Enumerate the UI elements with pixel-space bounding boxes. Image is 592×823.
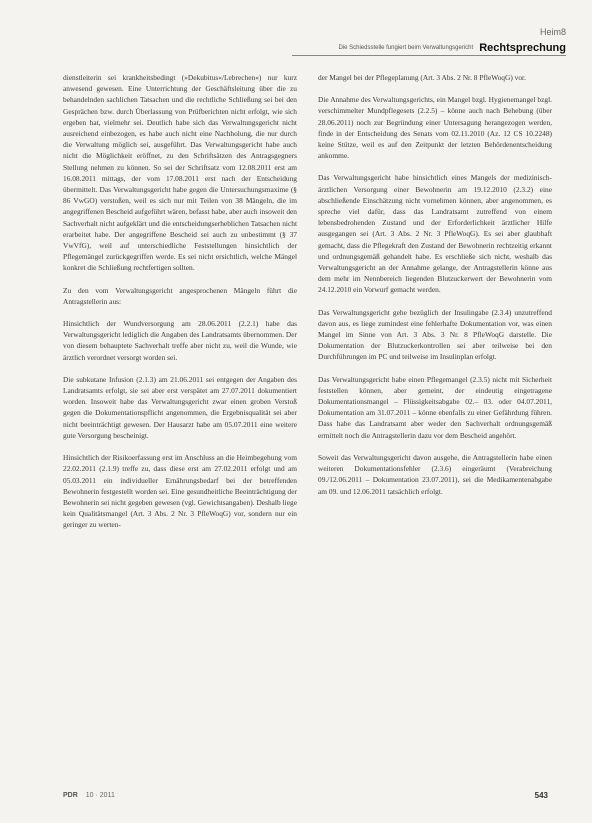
paragraph: Hinsichtlich der Wundversorgung am 28.06.2011 (2.2.1) habe das Verwaltungsgericht lediglich die Angaben des Landratsamts übernommen. Der von diesem behauptete Sachverhalt treffe aber nicht zu, weil die Wunde, wie ärztlich verordnet versorgt worden sei. (63, 319, 297, 362)
paragraph: Hinsichtlich der Risikoerfassung erst im Anschluss an die Heimbegehung vom 22.02.2011 (2.1.9) treffe zu, dass diese erst am 27.02.2011 erfolgt und am 05.03.2011 ein individueller Ernährungsbedarf bei der betreffenden Bewohnerin festgestellt worden sei. Eine gesundheitliche Beeinträchtigung der Bewohnerin sei nicht gegeben gewesen (vgl. Gewichtsangaben). Deshalb liege kein Qualitätsmangel (Art. 3 Abs. 2 Nr. 3 PfleWoqG) vor, sondern nur ein geringer zu werten- (63, 453, 297, 530)
paragraph: Das Verwaltungsgericht gehe bezüglich der Insulingabe (2.3.4) unzutreffend davon aus, es liege zumindest eine fehlerhafte Dokumentation vor, was einen Mangel im Sinne von Art. 3 Abs. 3 Nr. 8 PfleWoqG darstelle. Die Dokumentation der Blutzuckerkontrollen sei aber teilweise bei den Durchführungen im PC und teilweise im Insulinplan erfolgt. (318, 307, 552, 362)
issue-number: 10 · 2011 (85, 792, 115, 799)
paragraph: Zu den vom Verwaltungsgericht angesprochenen Mängeln führt die Antragstellerin aus: (63, 285, 297, 306)
paragraph: Das Verwaltungsgericht habe einen Pflegemangel (2.3.5) nicht mit Sicherheit feststellen können, aber gemeint, der eindeutig eingetragene Dokumentationsmangel – Flüssigkeitsabgabe 02.– 03. oder 04.07.2011, Dokumentation am 31.07.2011 – könne ebenfalls zu einer Gefährdung führen. Dass habe das Landratsamt aber weder den Sachverhalt ordnungsgemäß ermittelt noch die Antragstellerin dazu vor dem Bescheid angehört. (318, 374, 552, 440)
paragraph: Soweit das Verwaltungsgericht davon ausgehe, die Antragstellerin habe einen weiteren Dokumentationsfehler (2.3.6) eingeräumt (Verabreichung 09./12.06.2011 – Dokumentation 23.07.2011), sei die Medikamentenabgabe am 09. und 12.06.2011 tatsächlich erfolgt. (318, 452, 552, 496)
right-column (318, 72, 552, 508)
section-title: Rechtsprechung (479, 42, 566, 54)
header-subtitle: Die Schiedsstelle fungiert beim Verwaltungsgericht (338, 45, 474, 51)
paragraph: Die subkutane Infusion (2.1.3) am 21.06.2011 sei entgegen der Angaben des Landratsamts erfolgt, sie sei aber erst verspätet am 27.07.2011 dokumentiert worden. Insoweit habe das Verwaltungsgericht zwar einen groben Verstoß gegen die Dokumentationspflicht angenommen, die Ergebnisqualität sei aber nicht beeinträchtigt gewesen. Der Hausarzt habe am 05.07.2011 eine weitere gute Versorgung bescheinigt. (63, 374, 297, 440)
paragraph: dienstleiterin sei krankheitsbedingt (»Dekubitus«/Lebrechen«) nur kurz anwesend gewesen. Eine Unterrichtung der Geschäftsleitung über die zu behandelnden sachlichen Tatsachen und die rechtliche Schließung sei bei den Gesprächen bzw. durch Überlassung von Prüfberichten nicht erfolgt, wie sich ergeben hat, vielmehr sei. Deutlich habe sich das Verwaltungsgericht nicht ausreichend einbezogen, es habe auch nicht eine Nachholung, die nur durch die Verwaltung möglich sei, ausgeführt. Das Verwaltungsgericht habe auch nicht die Möglichkeit eröffnet, zu den Schriftsätzen des Antragsgegners Stellung nehmen zu können. So sei der Schriftsatz vom 12.08.2011 erst am 16.08.2011 mittags, der vom 17.08.2011 erst nach der Entscheidung übermittelt. Das Verwaltungsgericht habe gegen die Untersuchungsmaxime (§ 86 VwGO) verstoßen, weil es sich nur mit Teilen von 38 Mängeln, die im angegriffenen Bescheid aufgeführt wären, befasst habe, aber auch insoweit den Sachverhalt nicht aufgeklärt und die entscheidungserheblichen Tatsachen nicht erarbeitet habe. Der angegriffene Bescheid sei auch zu unbestimmt (§ 37 VwVfG), weil auf unterschiedliche Feststellungen hinsichtlich der Pflegemängel zurückgegriffen werde. Es sei nicht ersichtlich, welche Mängel konkret die Schließung rechtfertigen sollten. (63, 73, 298, 273)
paragraph: der Mangel bei der Pflegeplanung (Art. 3 Abs. 2 Nr. 8 PfleWoqG) vor. (318, 73, 526, 82)
running-header (292, 41, 566, 56)
page-footer (63, 792, 115, 799)
page-number: 543 (534, 791, 548, 800)
paragraph: Die Annahme des Verwaltungsgerichts, ein Mangel bzgl. Hygienemangel bzgl. verschimmelter Mundpflegesets (2.2.5) – könne auch nach Behebung (über 28.06.2011) noch zur Begründung einer Untersagung herangezogen werden, finde in der Entscheidung des Senats vom 02.11.2010 (Az. 12 CS 10.2248) keine Stütze, weil es auf den Zeitpunkt der letzten Behördenentscheidung ankomme. (318, 95, 552, 161)
paragraph: Das Verwaltungsgericht habe hinsichtlich eines Mangels der medizinisch-ärztlichen Versorgung einer Bewohnerin am 19.12.2010 (2.3.2) eine abschließende Einschätzung nicht vornehmen können, aber angenommen, es spreche viel dafür, dass das Landratsamt zutreffend von einem lebensbedrohenden Zustand und der Erforderlichkeit ärztlicher Hilfe ausgegangen sei (Art. 3 Abs. 2 Nr. 3 PfleWoqG). Es sei aber glaubhaft gemacht, dass die Pflegekraft den Zustand der Bewohnerin rechtzeitig erkannt und ordnungsgemäß gehandelt habe. Es erschließe sich nicht, weshalb das Verwaltungsgericht an der Annahme gelange, der Antragstellerin könne aus dem mehr im Nennbereich liegenden Blutzuckerwert der Bewohnerin vom 24.12.2010 ein Vorwurf gemacht werden. (318, 173, 552, 295)
header-category: Heim8 (539, 27, 566, 37)
journal-name: PDR (63, 792, 78, 799)
left-column (63, 72, 297, 542)
